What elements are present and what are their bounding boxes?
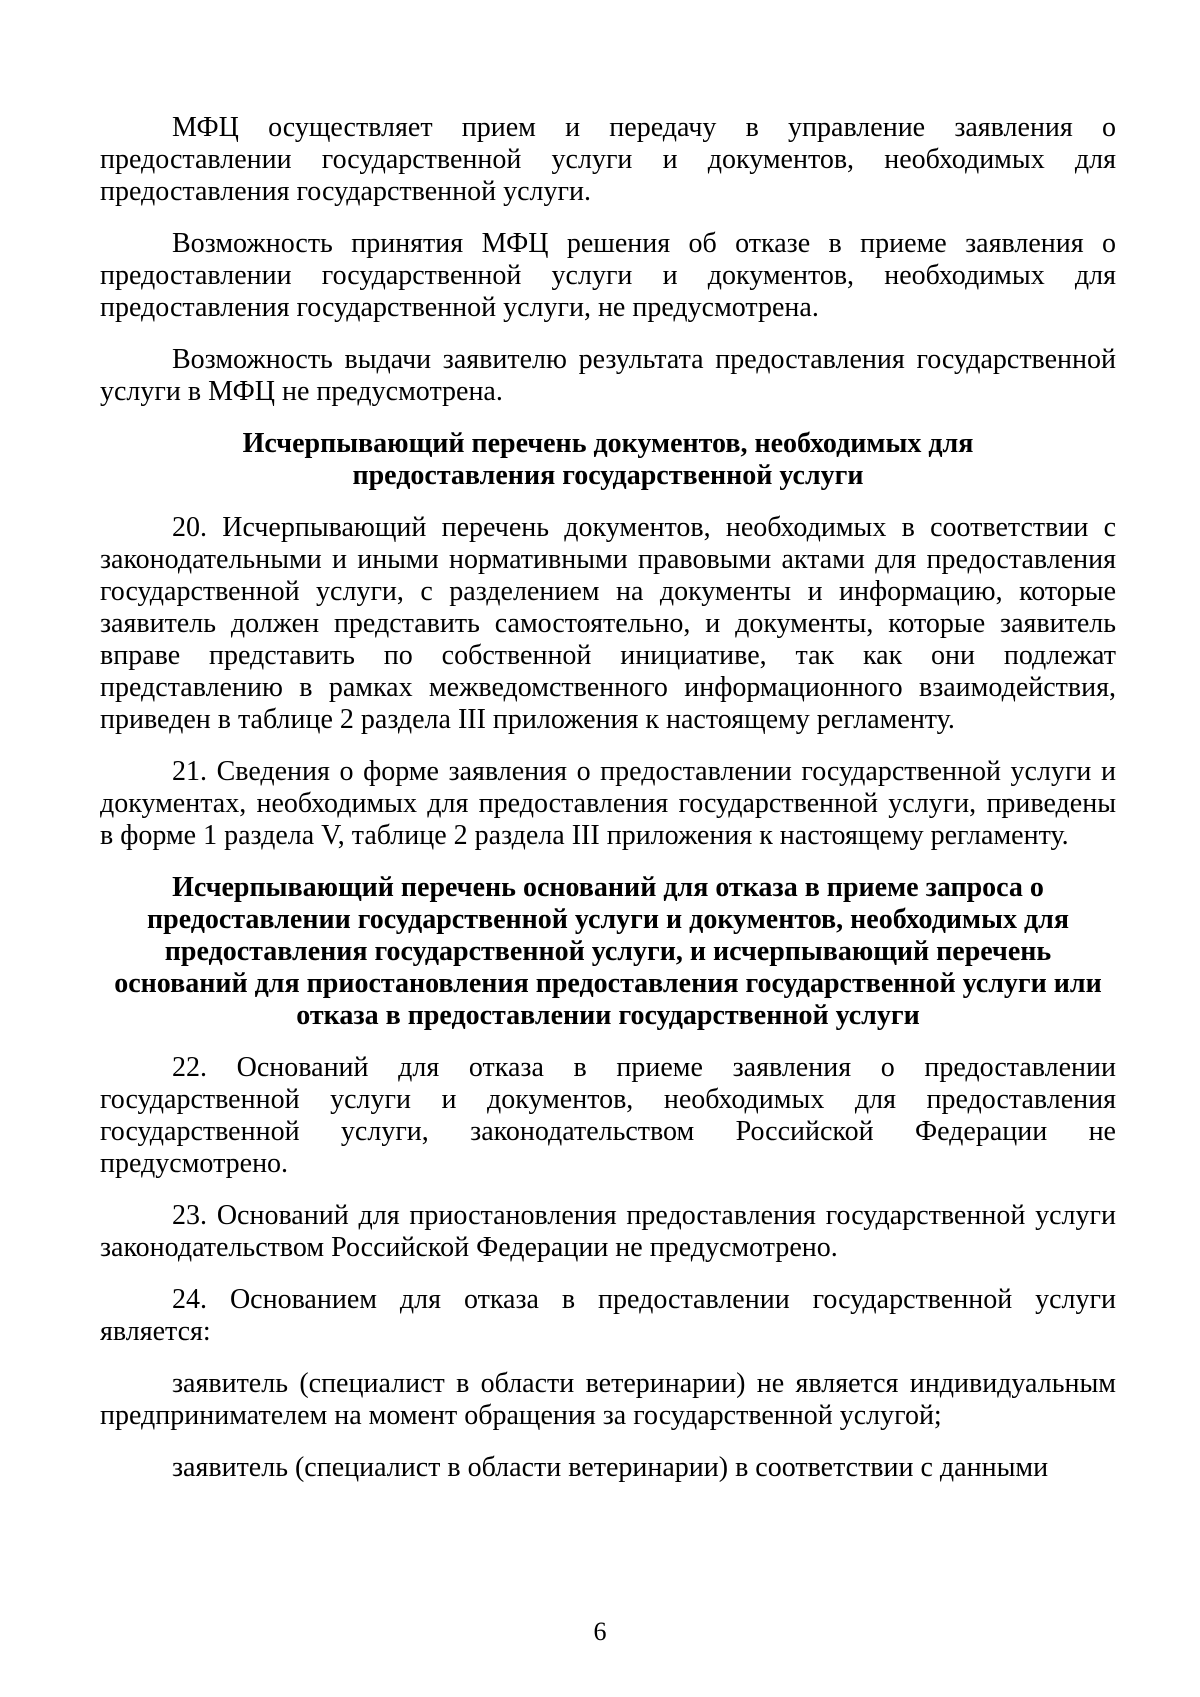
section-heading-refusal-grounds: Исчерпывающий перечень оснований для отказа в приеме запроса о предоставлении государственной услуги и документов, необходимых для предоставления государственной услуги, и исчерпывающий перечень оснований для приостановления предоставления государственной услуги или отказа в предоставлении государственной услуги — [114, 872, 1102, 1031]
page-number: 6 — [593, 1617, 607, 1646]
paragraph-item-21: 21. Сведения о форме заявления о предоставлении государственной услуги и документах, необходимых для предоставления государственной услуги, приведены в форме 1 раздела V, таблице 2 раздела III приложения к настоящему регламенту. — [100, 756, 1116, 851]
paragraph-item-24: 24. Основанием для отказа в предоставлении государственной услуги является: — [100, 1284, 1116, 1347]
paragraph-refusal-ground-2: заявитель (специалист в области ветеринарии) в соответствии с данными — [172, 1452, 1049, 1483]
paragraph-mfc-reception: МФЦ осуществляет прием и передачу в управление заявления о предоставлении государственной услуги и документов, необходимых для предоставления государственной услуги. — [100, 112, 1116, 207]
paragraph-item-22: 22. Оснований для отказа в приеме заявления о предоставлении государственной услуги и документов, необходимых для предоставления государственной услуги, законодательством Российской Федерации не предусмотрено. — [100, 1052, 1116, 1179]
paragraph-mfc-result-not-provided: Возможность выдачи заявителю результата предоставления государственной услуги в МФЦ не предусмотрена. — [100, 344, 1116, 407]
document-page — [100, 112, 1116, 1504]
paragraph-item-23: 23. Оснований для приостановления предоставления государственной услуги законодательством Российской Федерации не предусмотрено. — [100, 1200, 1116, 1263]
section-heading-documents-list: Исчерпывающий перечень документов, необходимых для предоставления государственной услуги — [242, 428, 974, 491]
paragraph-mfc-refusal-not-provided: Возможность принятия МФЦ решения об отказе в приеме заявления о предоставлении государственной услуги и документов, необходимых для предоставления государственной услуги, не предусмотрена. — [100, 228, 1116, 323]
paragraph-refusal-ground-1: заявитель (специалист в области ветеринарии) не является индивидуальным предпринимателем на момент обращения за государственной услугой; — [100, 1368, 1116, 1431]
paragraph-item-20: 20. Исчерпывающий перечень документов, необходимых в соответствии с законодательными и иными нормативными правовыми актами для предоставления государственной услуги, с разделением на документы и информацию, которые заявитель должен представить самостоятельно, и документы, которые заявитель вправе представить по собственной инициативе, так как они подлежат представлению в рамках межведомственного информационного взаимодействия, приведен в таблице 2 раздела III приложения к настоящему регламенту. — [100, 512, 1116, 735]
